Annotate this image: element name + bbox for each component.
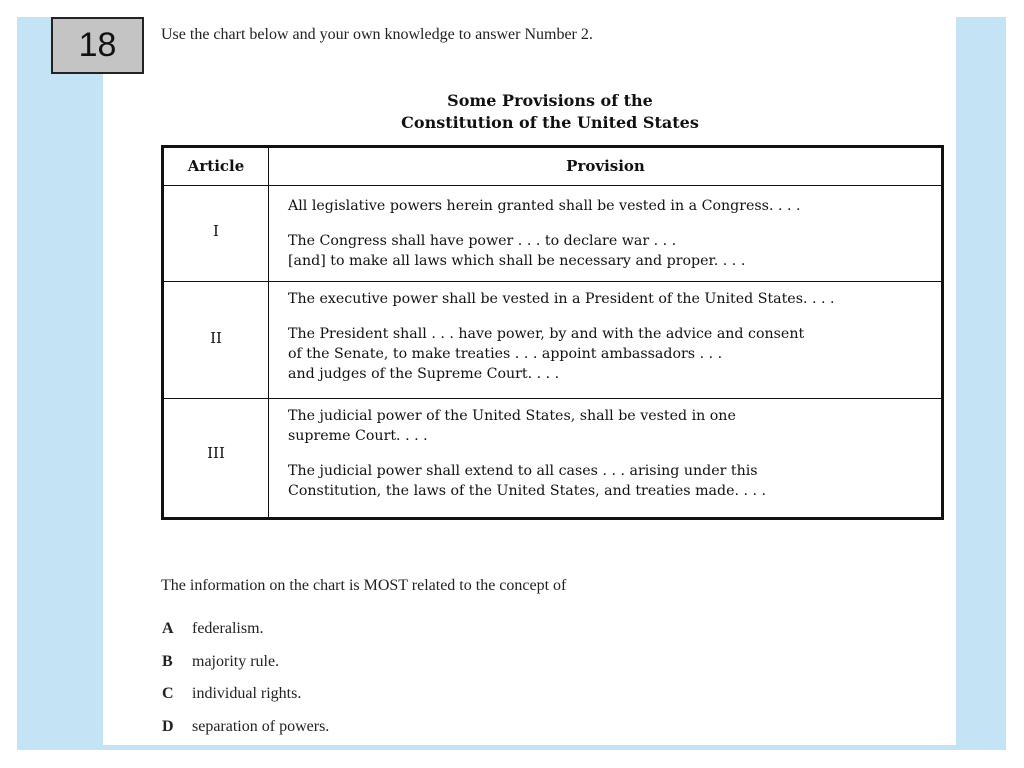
instruction-text: Use the chart below and your own knowledge to answer Number 2. bbox=[161, 26, 593, 43]
provision-text: The President shall . . . have power, by and with the advice and consent of the Senate, to make treaties . . . appoint ambassadors . . . and judges of the Supreme Court. . . . bbox=[288, 326, 805, 382]
chart-title-line-2: Constitution of the United States bbox=[401, 113, 699, 132]
option-letter: B bbox=[162, 653, 173, 670]
provision-text: The judicial power shall extend to all cases . . . arising under this Constitution, the laws of the United States, and treaties made. . . . bbox=[288, 463, 767, 499]
question-number-badge: 18 bbox=[51, 17, 144, 74]
option-letter: D bbox=[162, 718, 174, 735]
article-number: II bbox=[210, 329, 222, 347]
header-provision: Provision bbox=[566, 157, 645, 175]
option-letter: C bbox=[162, 685, 174, 702]
article-number: III bbox=[207, 444, 225, 462]
provisions-table bbox=[161, 145, 944, 520]
option-text: majority rule. bbox=[192, 653, 280, 670]
provision-text: The Congress shall have power . . . to declare war . . . [and] to make all laws which shall be necessary and proper. . . . bbox=[288, 233, 746, 269]
header-rule bbox=[164, 185, 941, 186]
answer-option-d[interactable] bbox=[162, 718, 329, 736]
answer-option-a[interactable] bbox=[162, 620, 264, 638]
provision-text: All legislative powers herein granted shall be vested in a Congress. . . . bbox=[288, 198, 801, 214]
option-letter: A bbox=[162, 620, 174, 637]
chart-title bbox=[330, 90, 770, 134]
article-number: I bbox=[213, 222, 219, 240]
row-rule bbox=[164, 398, 941, 399]
question-stem: The information on the chart is MOST related to the concept of bbox=[161, 577, 567, 594]
option-text: individual rights. bbox=[192, 685, 302, 702]
option-text: separation of powers. bbox=[192, 718, 330, 735]
header-article: Article bbox=[187, 157, 245, 175]
answer-option-c[interactable] bbox=[162, 685, 301, 703]
provision-text: The judicial power of the United States, shall be vested in one supreme Court. . . . bbox=[288, 408, 736, 444]
provision-text: The executive power shall be vested in a President of the United States. . . . bbox=[288, 291, 835, 307]
chart-title-line-1: Some Provisions of the bbox=[447, 91, 653, 110]
row-rule bbox=[164, 281, 941, 282]
answer-option-b[interactable] bbox=[162, 653, 279, 671]
option-text: federalism. bbox=[192, 620, 264, 637]
column-divider bbox=[268, 148, 269, 517]
